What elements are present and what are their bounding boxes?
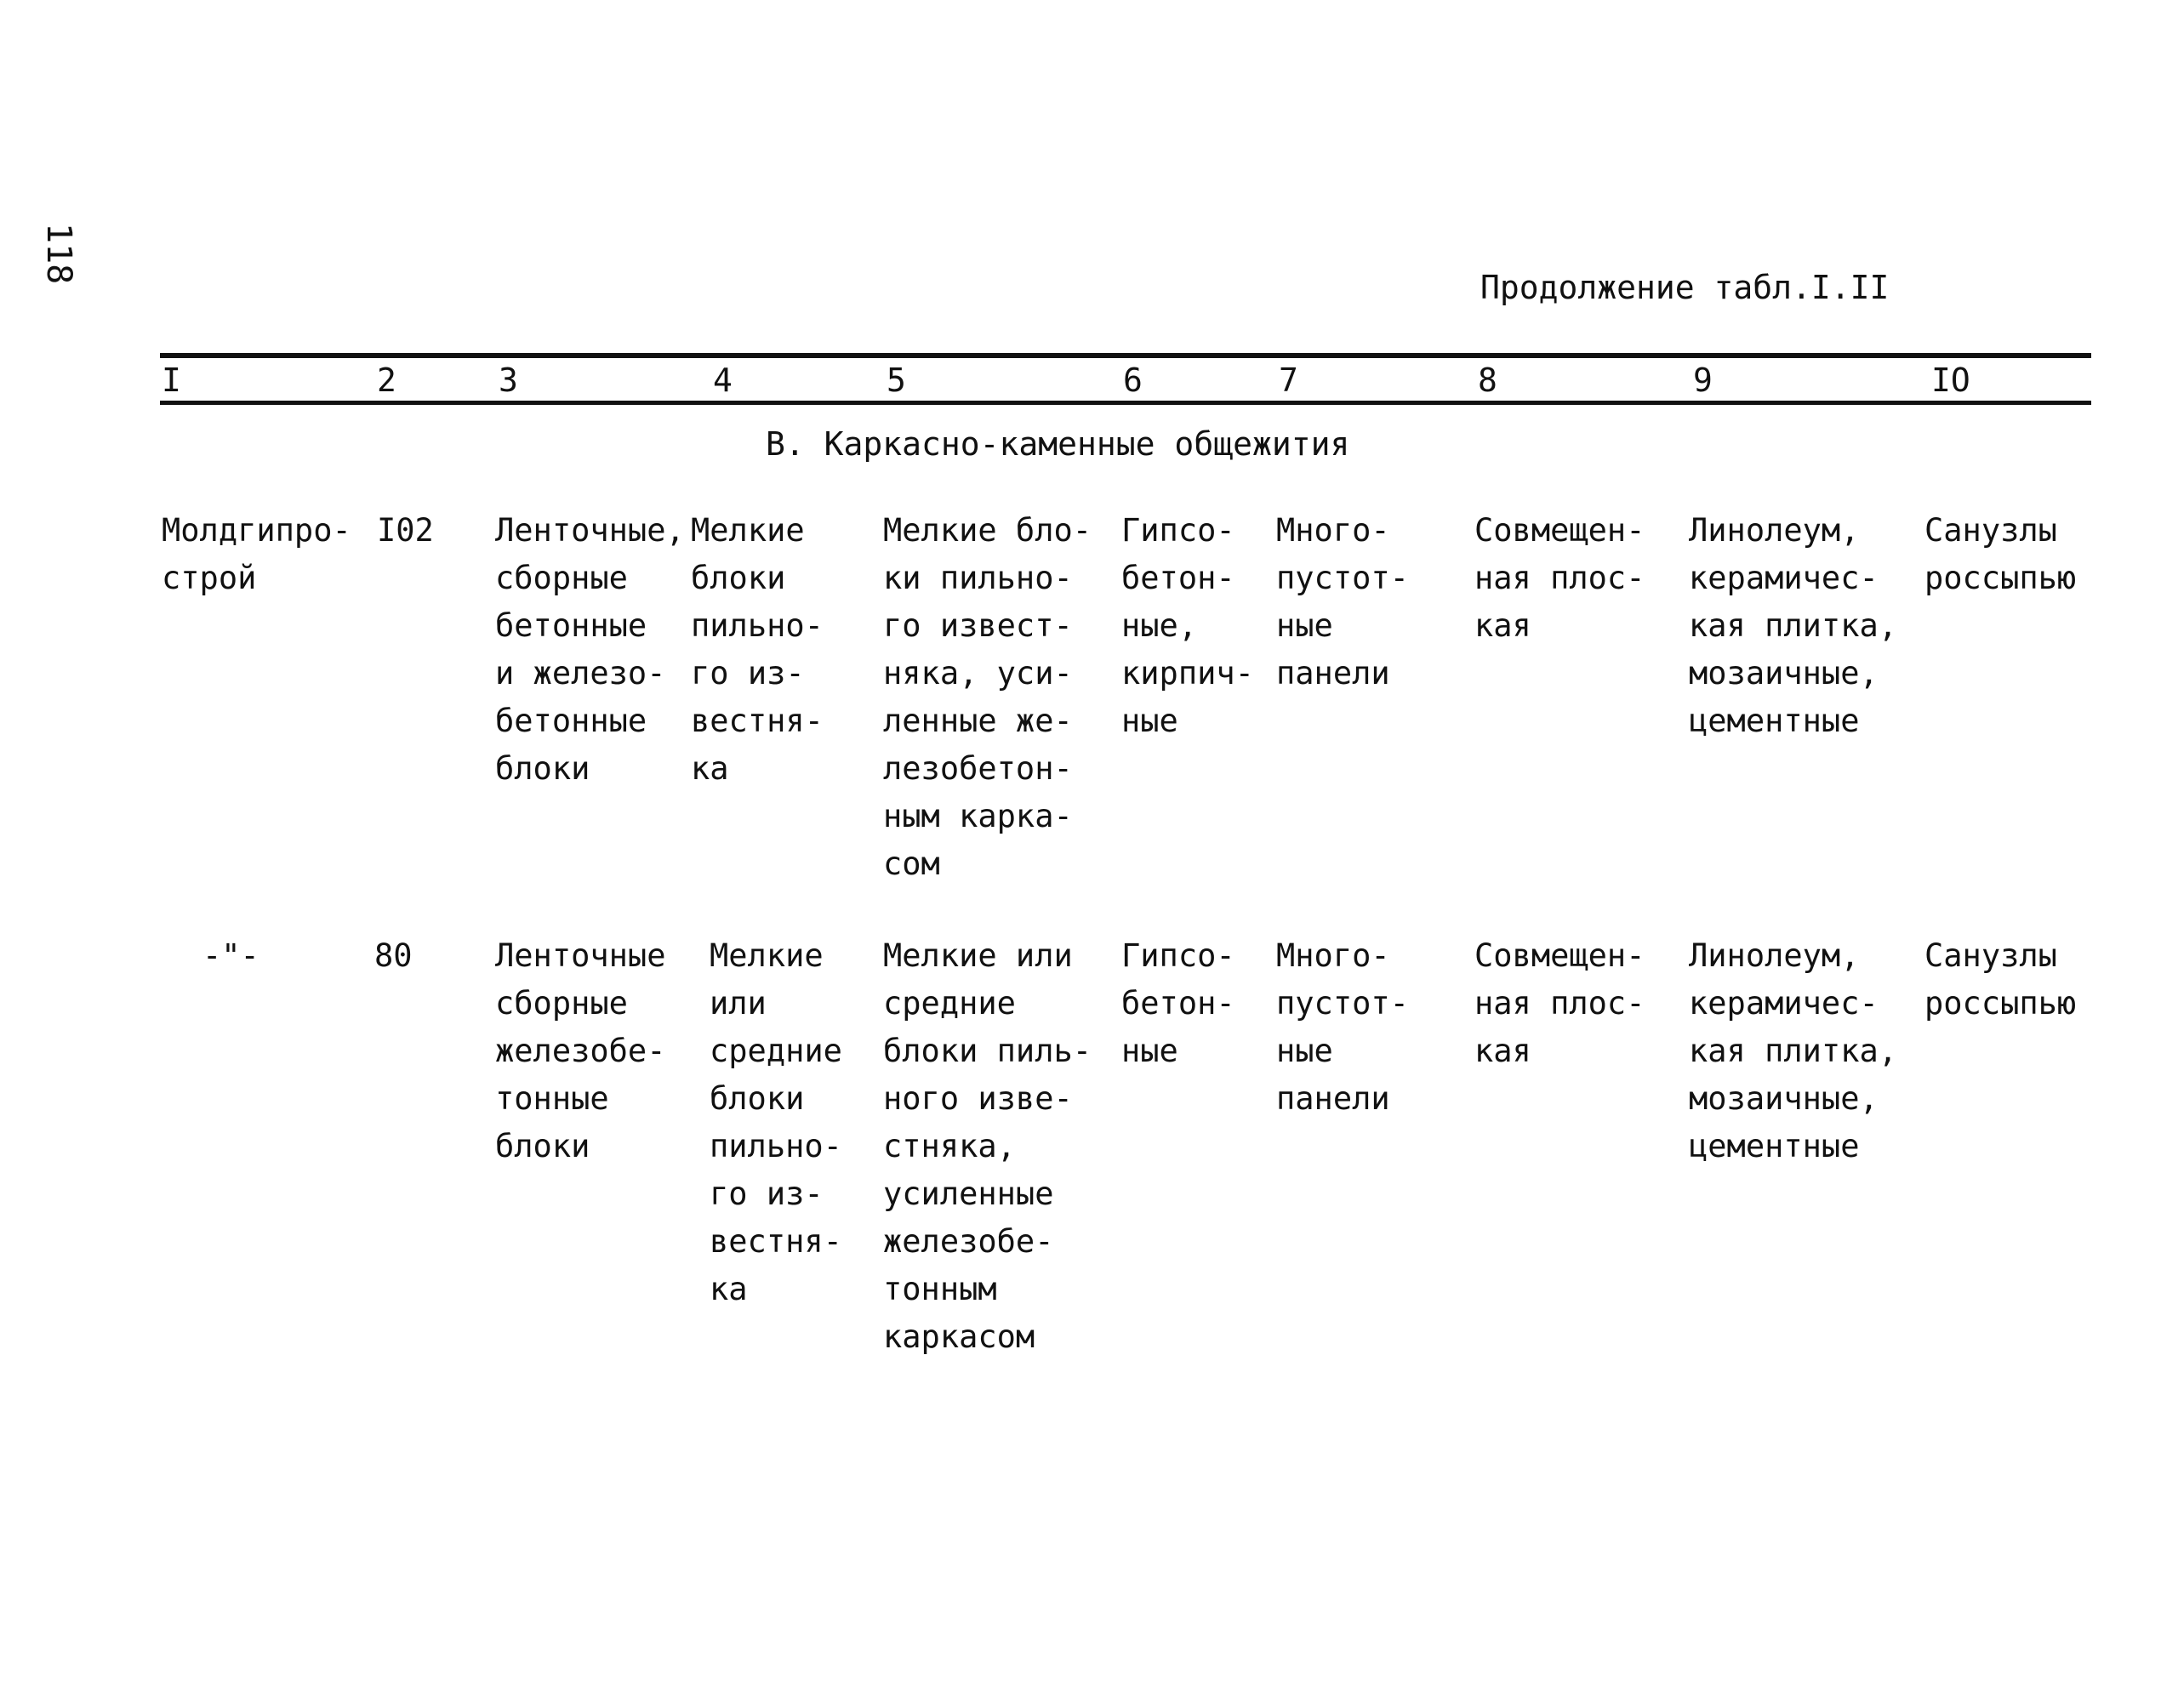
row1-foundations: Ленточные, сборные бетонные и железо- бетонные блоки — [495, 512, 685, 787]
row2-organization: -"- — [202, 937, 259, 974]
row2-roof: Совмещен- ная плос- кая — [1474, 937, 1645, 1069]
row2-walls: Мелкие или средние блоки пильно- го из- вестня- ка — [710, 937, 842, 1307]
column-number-4: 4 — [713, 362, 733, 399]
row1-sanitary: Санузлы россыпью — [1924, 512, 2077, 596]
row2-foundations: Ленточные сборные железобе- тонные блоки — [495, 937, 666, 1164]
page-number: 118 — [39, 223, 78, 285]
row1-partitions: Гипсо- бетон- ные, кирпич- ные — [1121, 512, 1254, 739]
row1-walls: Мелкие блоки пильно- го из- вестня- ка — [691, 512, 824, 787]
row2-floors: Много- пустот- ные панели — [1276, 937, 1409, 1117]
column-number-2: 2 — [377, 362, 396, 399]
column-number-3: 3 — [499, 362, 518, 399]
row2-floor-finish: Линолеум, керамичес- кая плитка, мозаичные, цементные — [1689, 937, 1898, 1164]
column-number-6: 6 — [1123, 362, 1143, 399]
row1-frame: Мелкие бло- ки пильно- го извест- няка, уси- ленные же- лезобетон- ным карка- сом — [883, 512, 1092, 882]
row1-floors: Много- пустот- ные панели — [1276, 512, 1409, 692]
table-header-rule — [160, 401, 2091, 405]
row2-places: 80 — [374, 937, 413, 974]
table-top-rule — [160, 353, 2091, 358]
row2-partitions: Гипсо- бетон- ные — [1121, 937, 1235, 1069]
column-number-1: I — [162, 362, 181, 399]
column-number-9: 9 — [1693, 362, 1713, 399]
row1-organization: Молдгипро- строй — [162, 512, 351, 596]
column-number-8: 8 — [1478, 362, 1497, 399]
row2-sanitary: Санузлы россыпью — [1924, 937, 2077, 1022]
row2-frame: Мелкие или средние блоки пиль- ного изве- стняка, усиленные железобе- тонным каркасом — [883, 937, 1092, 1355]
column-number-5: 5 — [887, 362, 906, 399]
column-number-7: 7 — [1279, 362, 1298, 399]
table-caption: Продолжение табл.I.II — [1480, 269, 1890, 306]
row1-roof: Совмещен- ная плос- кая — [1474, 512, 1645, 644]
row1-floor-finish: Линолеум, керамичес- кая плитка, мозаичные, цементные — [1689, 512, 1898, 739]
column-number-10: IO — [1931, 362, 1970, 399]
section-title: В. Каркасно-каменные общежития — [766, 425, 1350, 463]
row1-places: I02 — [377, 512, 434, 549]
